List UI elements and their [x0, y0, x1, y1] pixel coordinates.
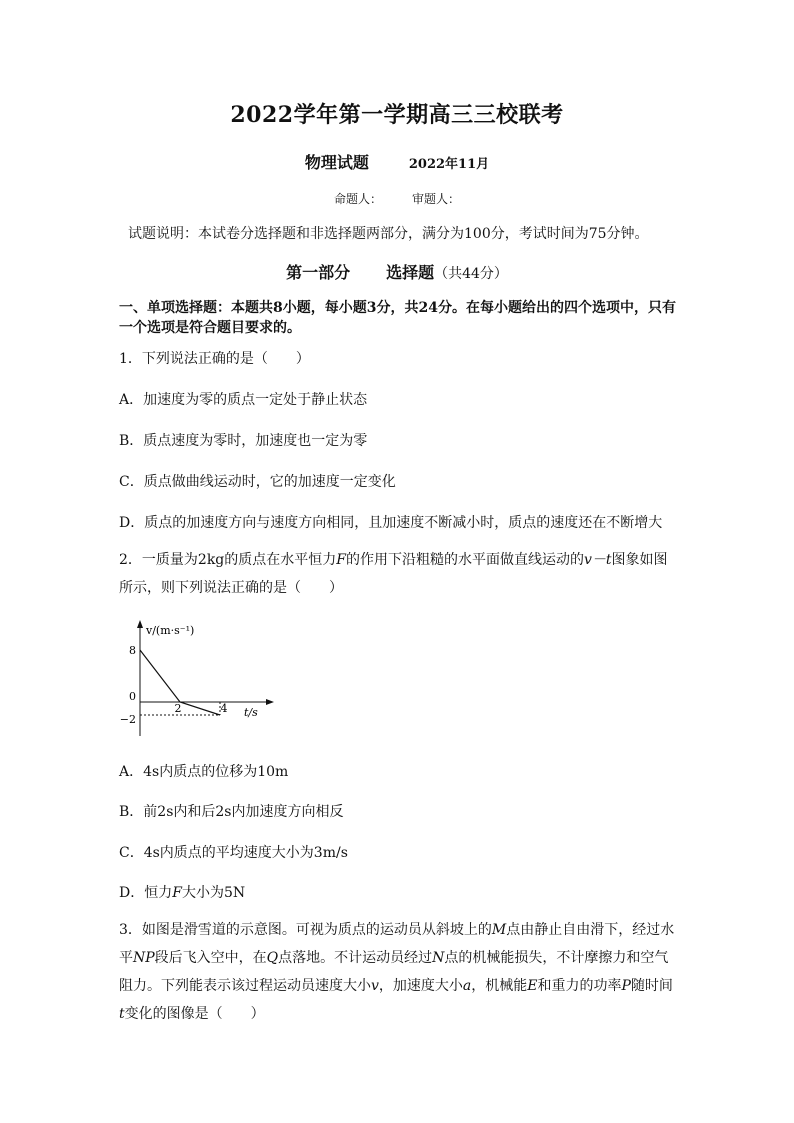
q3-text: 随时间	[630, 978, 673, 994]
q2-stem-text: 2．一质量为2kg的质点在水平恒力	[119, 552, 337, 568]
part-name: 选择题	[386, 263, 435, 282]
q2-option-a: A．4s内质点的位移为10m	[119, 764, 289, 780]
q3-stem	[119, 916, 677, 1028]
q2-option-d-text: D．恒力	[119, 885, 173, 901]
var-a: a	[462, 978, 472, 994]
part-label: 第一部分	[286, 263, 351, 282]
subject-name: 物理试题	[304, 153, 369, 172]
x-tick-2: 2	[174, 702, 182, 715]
section-heading: 一、单项选择题：本题共8小题，每小题3分，共24分。在每小题给出的四个选项中，只有一个选项是符合题目要求的。	[119, 300, 676, 336]
x-tick-4: 4	[220, 702, 228, 715]
var-vt: v－t	[583, 552, 612, 568]
y-tick-neg2: −2	[119, 713, 136, 726]
q3-text: 点由静止自由滑下，经过水平	[119, 922, 675, 966]
var-v: v	[371, 978, 379, 994]
q2-option-c: C．4s内质点的平均速度大小为3m/s	[119, 845, 348, 861]
vt-graph	[118, 618, 278, 740]
q2-option-d-text: 大小为5N	[181, 885, 246, 901]
q3-text: 变化的图像是（ ）	[124, 1006, 265, 1022]
y-tick-8: 8	[129, 644, 136, 657]
q1-option-d: D．质点的加速度方向与速度方向相同，且加速度不断减小时，质点的速度还在不断增大	[119, 515, 663, 531]
part-heading	[0, 260, 794, 283]
var-f: F	[172, 885, 182, 901]
x-axis-label: t/s	[244, 706, 258, 719]
q3-text: ，加速度大小	[378, 978, 463, 994]
subject-line	[0, 150, 794, 173]
var-m: M	[491, 922, 507, 938]
q2-stem	[119, 546, 677, 602]
q2-option-b: B．前2s内和后2s内加速度方向相反	[119, 804, 344, 820]
y-tick-0: 0	[129, 690, 136, 703]
q3-text: ，机械能	[471, 978, 528, 994]
exam-date: 2022年11月	[408, 157, 490, 172]
q1-option-a: A．加速度为零的质点一定处于静止状态	[119, 392, 368, 408]
q3-text: 3．如图是滑雪道的示意图。可视为质点的运动员从斜坡上的	[119, 922, 492, 938]
q2-option-d	[119, 882, 245, 902]
var-n: N	[432, 950, 445, 966]
q1-option-b: B．质点速度为零时，加速度也一定为零	[119, 433, 368, 449]
var-f: F	[336, 552, 346, 568]
var-q: Q	[266, 950, 279, 966]
q3-text: 段后飞入空中，在	[154, 950, 267, 966]
var-t: t	[119, 1006, 125, 1022]
var-p: P	[621, 978, 631, 994]
exam-note: 试题说明：本试卷分选择题和非选择题两部分，满分为100分，考试时间为75分钟。	[128, 226, 649, 242]
q3-text: 和重力的功率	[537, 978, 622, 994]
q2-stem-text: 图象如图所示，则下列说法正确的是（ ）	[119, 552, 668, 596]
var-np: NP	[133, 950, 155, 966]
exam-title: 2022学年第一学期高三三校联考	[230, 102, 564, 128]
reviewer-label: 审题人：	[412, 192, 461, 206]
author-label: 命题人：	[333, 192, 382, 206]
q3-text: 点的机械能损失，不计摩擦力和空气阻力。下列能表示该过程运动员速度大小	[119, 950, 669, 994]
q1-stem: 1．下列说法正确的是（ ）	[119, 351, 310, 367]
q3-text: 点落地。不计运动员经过	[278, 950, 433, 966]
authors-line	[0, 190, 794, 207]
q2-stem-text: 的作用下沿粗糙的水平面做直线运动的	[345, 552, 584, 568]
var-e: E	[527, 978, 538, 994]
part-score: （共44分）	[434, 266, 508, 282]
q1-option-c: C．质点做曲线运动时，它的加速度一定变化	[119, 474, 396, 490]
y-axis-label: v/(m·s⁻¹)	[146, 624, 195, 637]
